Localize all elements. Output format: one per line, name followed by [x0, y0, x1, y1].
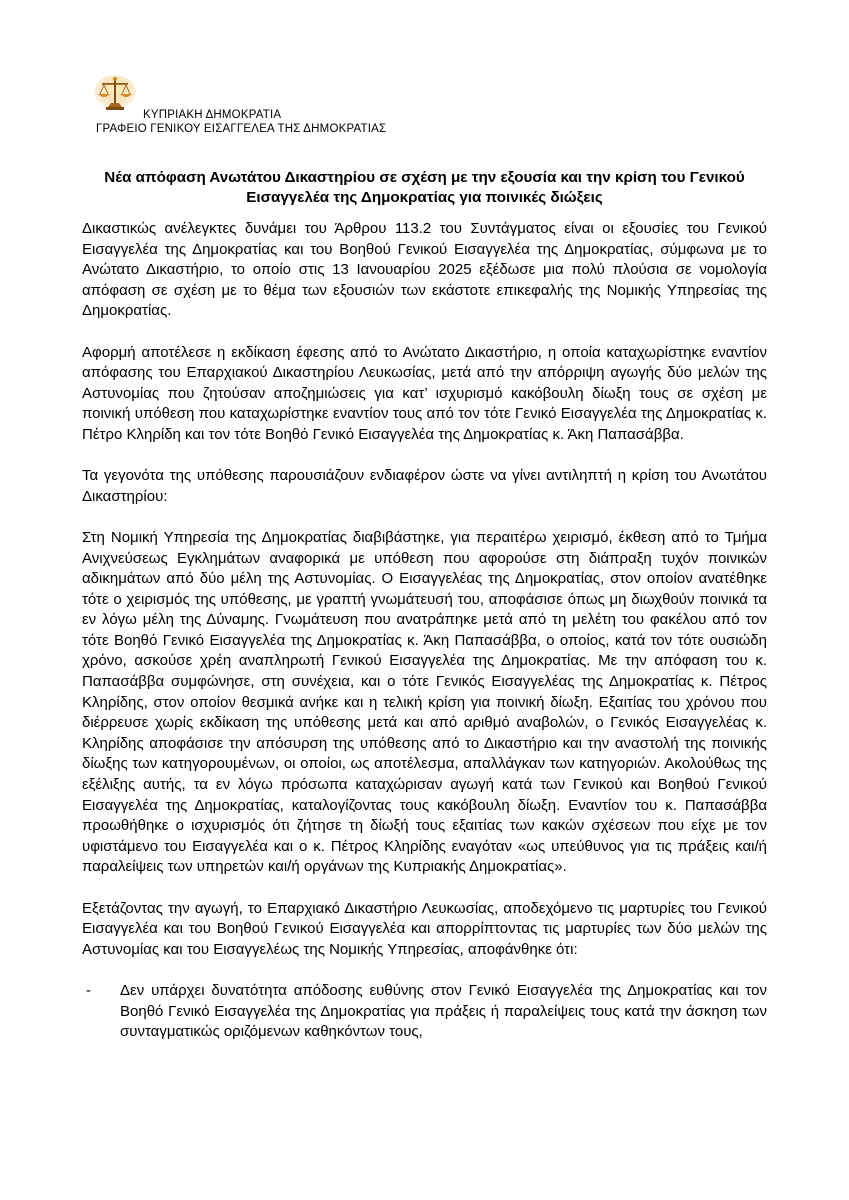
list-item — [82, 981, 767, 1043]
bullet-list — [82, 981, 767, 1043]
letterhead — [88, 70, 588, 140]
header-office-name: ΓΡΑΦΕΙΟ ΓΕΝΙΚΟΥ ΕΙΣΑΓΓΕΛΕΑ ΤΗΣ ΔΗΜΟΚΡΑΤΙΑΣ — [96, 123, 387, 135]
document-title: Νέα απόφαση Ανωτάτου Δικαστηρίου σε σχέση με την εξουσία και την κρίση του Γενικού Εισαγγελέα της Δημοκρατίας για ποινικές διώξεις — [104, 169, 745, 206]
paragraph: Αφορμή αποτέλεσε η εκδίκαση έφεσης από το Ανώτατο Δικαστήριο, η οποία καταχωρίστηκε εναντίον απόφασης του Επαρχιακού Δικαστηρίου Λευκωσίας, μετά από την απόρριψη αγωγής δύο μελών της Αστυνομίας που ζητούσαν αποζημιώσεις για κατ’ ισχυρισμό κακόβουλη δίωξη τους σε σχέση με ποινική υπόθεση που καταχωρίστηκε εναντίον τους από τον τότε Γενικό Εισαγγελέα της Δημοκρατίας κ. Πέτρο Κληρίδη και τον τότε Βοηθό Γενικό Εισαγγελέα της Δημοκρατίας κ. Άκη Παπασάββα. — [82, 343, 767, 443]
bullet-text: Δεν υπάρχει δυνατότητα απόδοσης ευθύνης στον Γενικό Εισαγγελέα της Δημοκρατίας και τον Βοηθό Γενικό Εισαγγελέα της Δημοκρατίας για πράξεις ή παραλείψεις τους κατά την άσκηση των συνταγματικώς οριζόμενων καθηκόντων τους, — [120, 981, 767, 1041]
paragraph: Στη Νομική Υπηρεσία της Δημοκρατίας διαβιβάστηκε, για περαιτέρω χειρισμό, έκθεση από το Τμήμα Ανιχνεύσεως Εγκλημάτων αναφορικά με υπόθεση που αφορούσε στη διάπραξη τυχόν ποινικών αδικημάτων από δύο μέλη της Αστυνομίας. Ο Εισαγγελέας της Δημοκρατίας, στον οποίον ανατέθηκε τότε ο χειρισμός της υπόθεσης, με γραπτή γνωμάτευσή του, αποφάσισε όπως μη διωχθούν ποινικά τα εν λόγω μέλη της Δύναμης. Γνωμάτευση που ανατράπηκε μετά από τη μελέτη του φακέλου από τον τότε Βοηθό Γενικό Εισαγγελέα της Δημοκρατίας κ. Άκη Παπασάββα, ο οποίος, κατά τον τότε ουσιώδη χρόνο, ασκούσε χρέη αναπληρωτή Γενικού Εισαγγελέα της Δημοκρατίας. Με την απόφαση του κ. Παπασάββα συμφώνησε, στη συνέχεια, και ο τότε Γενικός Εισαγγελέας της Δημοκρατίας κ. Πέτρος Κληρίδης, στον οποίον θεσμικά ανήκε και η τελική κρίση για ποινική δίωξη. Εξαιτίας του χρόνου που διέρρευσε χωρίς εκδίκαση της υπόθεσης μετά και από αριθμό αναβολών, ο Γενικός Εισαγγελέας κ. Κληρίδης αποφάσισε την απόσυρση της υπόθεσης από το Δικαστήριο και την αναστολή της ποινικής δίωξης των κατηγορουμένων, οι οποίοι, ως αποτέλεσμα, απαλλάγκαν των κατηγοριών. Ακολούθως της εξέλιξης αυτής, τα εν λόγω πρόσωπα καταχώρισαν αγωγή κατά των Γενικού και Βοηθού Γενικού Εισαγγελέα της Δημοκρατίας, καταλογίζοντας τους κακόβουλη δίωξη. Εναντίον του κ. Παπασάββα προωθήθηκε ο ισχυρισμός ότι ζήτησε τη δίωξή τους εξαιτίας των κακών σχέσεων που είχε με τον υφιστάμενο του Εισαγγελέα και ο κ. Πέτρος Κληρίδης εναγόταν «ως υπεύθυνος για τις πράξεις και/ή παραλείψεις των υπηρετών και/ή οργάνων της Κυπριακής Δημοκρατίας». — [82, 528, 767, 876]
paragraph: Εξετάζοντας την αγωγή, το Επαρχιακό Δικαστήριο Λευκωσίας, αποδεχόμενο τις μαρτυρίες του Γενικού Εισαγγελέα και του Βοηθού Γενικού Εισαγγελέα και απορρίπτοντας τις μαρτυρίες των δύο μελών της Αστυνομίας και του Εισαγγελέως της Νομικής Υπηρεσίας, αποφάνθηκε ότι: — [82, 899, 767, 958]
document-body — [82, 219, 767, 1043]
paragraph: Τα γεγονότα της υπόθεσης παρουσιάζουν ενδιαφέρον ώστε να γίνει αντιληπτή η κρίση του Ανωτάτου Δικαστηρίου: — [82, 467, 767, 505]
paragraph: Δικαστικώς ανέλεγκτες δυνάμει του Άρθρου 113.2 του Συντάγματος είναι οι εξουσίες του Γενικού Εισαγγελέα της Δημοκρατίας και του Βοηθού Γενικού Εισαγγελέα της Δημοκρατίας, σύμφωνα με το Ανώτατο Δικαστήριο, το οποίο στις 13 Ιανουαρίου 2025 εξέδωσε μια πολύ πλούσια σε νομολογία απόφαση σε σχέση με το θέμα των εξουσιών των εκάστοτε επικεφαλής της Νομικής Υπηρεσίας της Δημοκρατίας. — [82, 220, 767, 320]
bullet-marker: - — [86, 981, 91, 999]
scales-of-justice-icon — [93, 74, 137, 114]
header-country-name: ΚΥΠΡΙΑΚΗ ΔΗΜΟΚΡΑΤΙΑ — [143, 109, 282, 121]
